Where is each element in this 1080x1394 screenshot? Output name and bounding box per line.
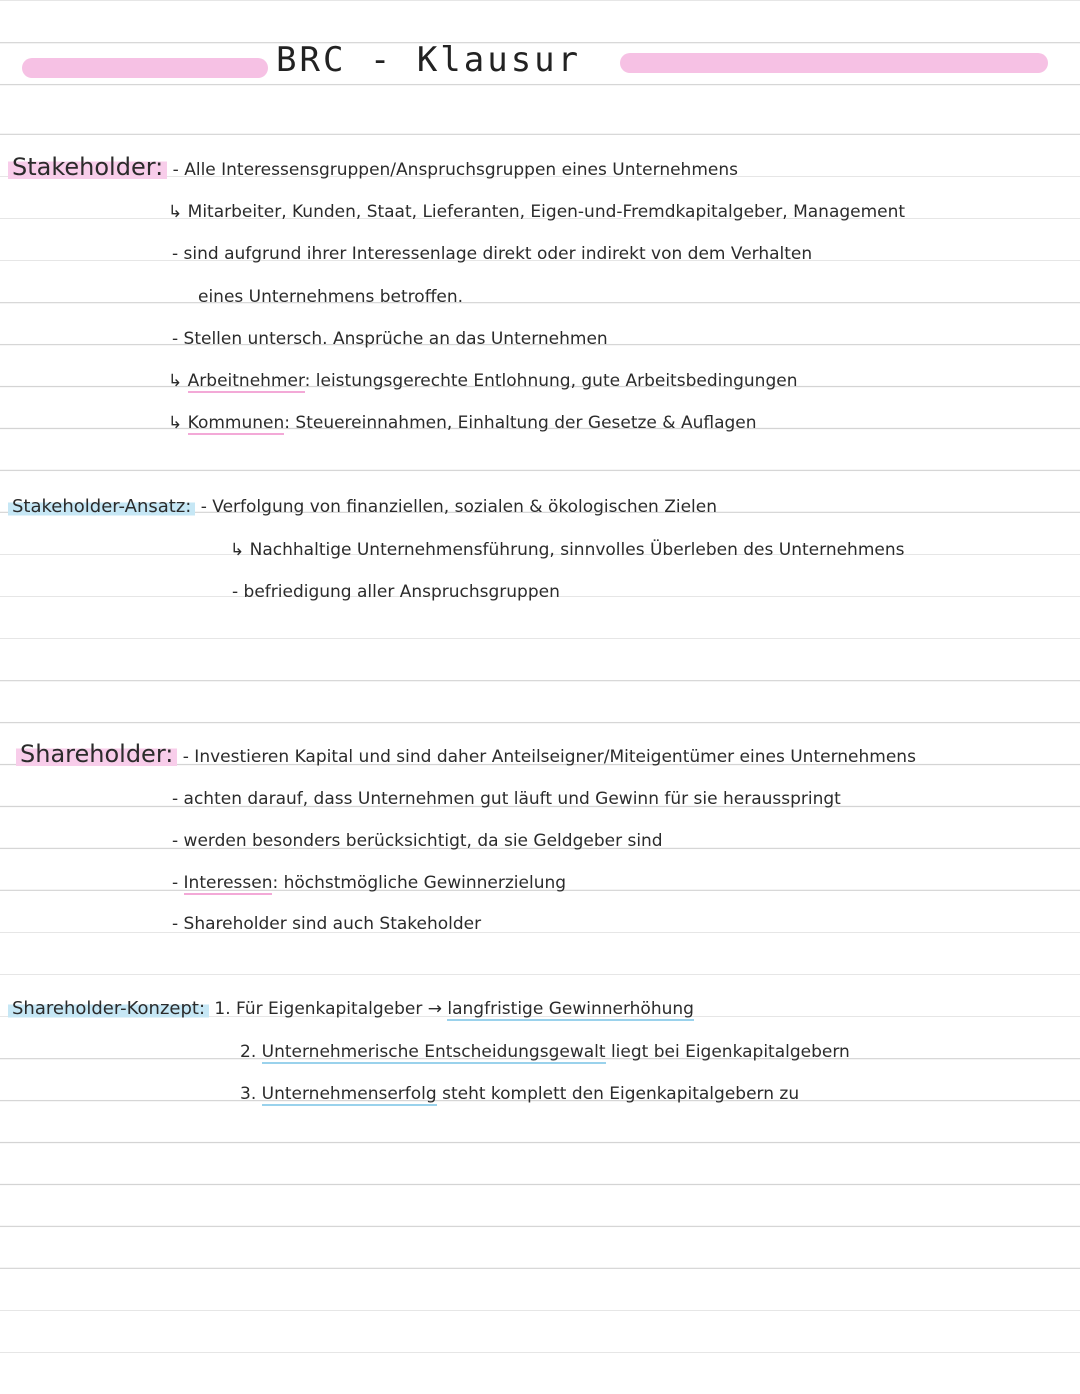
shareholder-konzept-term: Shareholder-Konzept: [8, 998, 209, 1019]
page-title: BRC - Klausur [276, 40, 582, 80]
shareholder-term: Shareholder: [16, 740, 177, 768]
title-decoration-left [22, 58, 268, 78]
arrow-icon: ↳ [168, 371, 188, 391]
stakeholder-line-4: eines Unternehmens betroffen. [198, 287, 464, 307]
shareholder-row [16, 742, 916, 769]
kommunen-term: Kommunen [187, 413, 285, 433]
stakeholder-line-3: - sind aufgrund ihrer Interessenlage direkt oder indirekt von dem Verhalten [172, 244, 813, 264]
stakeholder-line-2: ↳ Mitarbeiter, Kunden, Staat, Lieferanten, Eigen-und-Fremdkapitalgeber, Management [168, 202, 906, 222]
arbeitnehmer-row [168, 369, 797, 393]
title-decoration-right [620, 53, 1048, 73]
arbeitnehmer-text: : leistungsgerechte Entlohnung, gute Arbeitsbedingungen [304, 371, 798, 391]
interessen-row [172, 871, 566, 895]
kommunen-row [168, 411, 757, 435]
dash-icon: - [172, 873, 184, 893]
stakeholder-line-1: - Alle Interessensgruppen/Anspruchsgruppen eines Unternehmens [172, 160, 738, 180]
stakeholder-ansatz-line-3: - befriedigung aller Anspruchsgruppen [232, 582, 560, 602]
stakeholder-ansatz-row [8, 495, 717, 519]
konzept-item-2-highlight: Unternehmerische Entscheidungsgewalt [261, 1042, 606, 1062]
interessen-text: : höchstmögliche Gewinnerzielung [272, 873, 567, 893]
konzept-item-2-prefix: 2. [240, 1042, 257, 1062]
shareholder-line-1: - Investieren Kapital und sind daher Anteilseigner/Miteigentümer eines Unternehmens [182, 747, 916, 767]
stakeholder-line-5: - Stellen untersch. Ansprüche an das Unternehmen [172, 329, 608, 349]
konzept-item-3-prefix: 3. [240, 1084, 257, 1104]
konzept-item-3 [240, 1082, 799, 1106]
stakeholder-term: Stakeholder: [8, 153, 167, 181]
shareholder-line-3: - werden besonders berücksichtigt, da sie Geldgeber sind [172, 831, 663, 851]
stakeholder-ansatz-line-1: - Verfolgung von finanziellen, sozialen & ökologischen Zielen [200, 497, 718, 517]
stakeholder-row [8, 155, 738, 182]
konzept-item-2-suffix: liegt bei Eigenkapitalgebern [610, 1042, 850, 1062]
shareholder-line-5: - Shareholder sind auch Stakeholder [172, 914, 482, 934]
arbeitnehmer-term: Arbeitnehmer [187, 371, 305, 391]
arrow-icon: ↳ [168, 413, 188, 433]
konzept-item-1-highlight: langfristige Gewinnerhöhung [447, 999, 694, 1019]
stakeholder-ansatz-term: Stakeholder-Ansatz: [8, 496, 195, 517]
konzept-item-3-suffix: steht komplett den Eigenkapitalgebern zu [442, 1084, 800, 1104]
interessen-term: Interessen [183, 873, 273, 893]
konzept-item-1-prefix: 1. Für Eigenkapitalgeber → [214, 999, 442, 1019]
kommunen-text: : Steuereinnahmen, Einhaltung der Gesetze & Auflagen [284, 413, 757, 433]
konzept-item-2 [240, 1040, 850, 1064]
stakeholder-ansatz-line-2: ↳ Nachhaltige Unternehmensführung, sinnvolles Überleben des Unternehmens [230, 540, 905, 560]
konzept-item-3-highlight: Unternehmenserfolg [261, 1084, 437, 1104]
shareholder-konzept-row [8, 997, 694, 1021]
shareholder-line-2: - achten darauf, dass Unternehmen gut läuft und Gewinn für sie herausspringt [172, 789, 841, 809]
